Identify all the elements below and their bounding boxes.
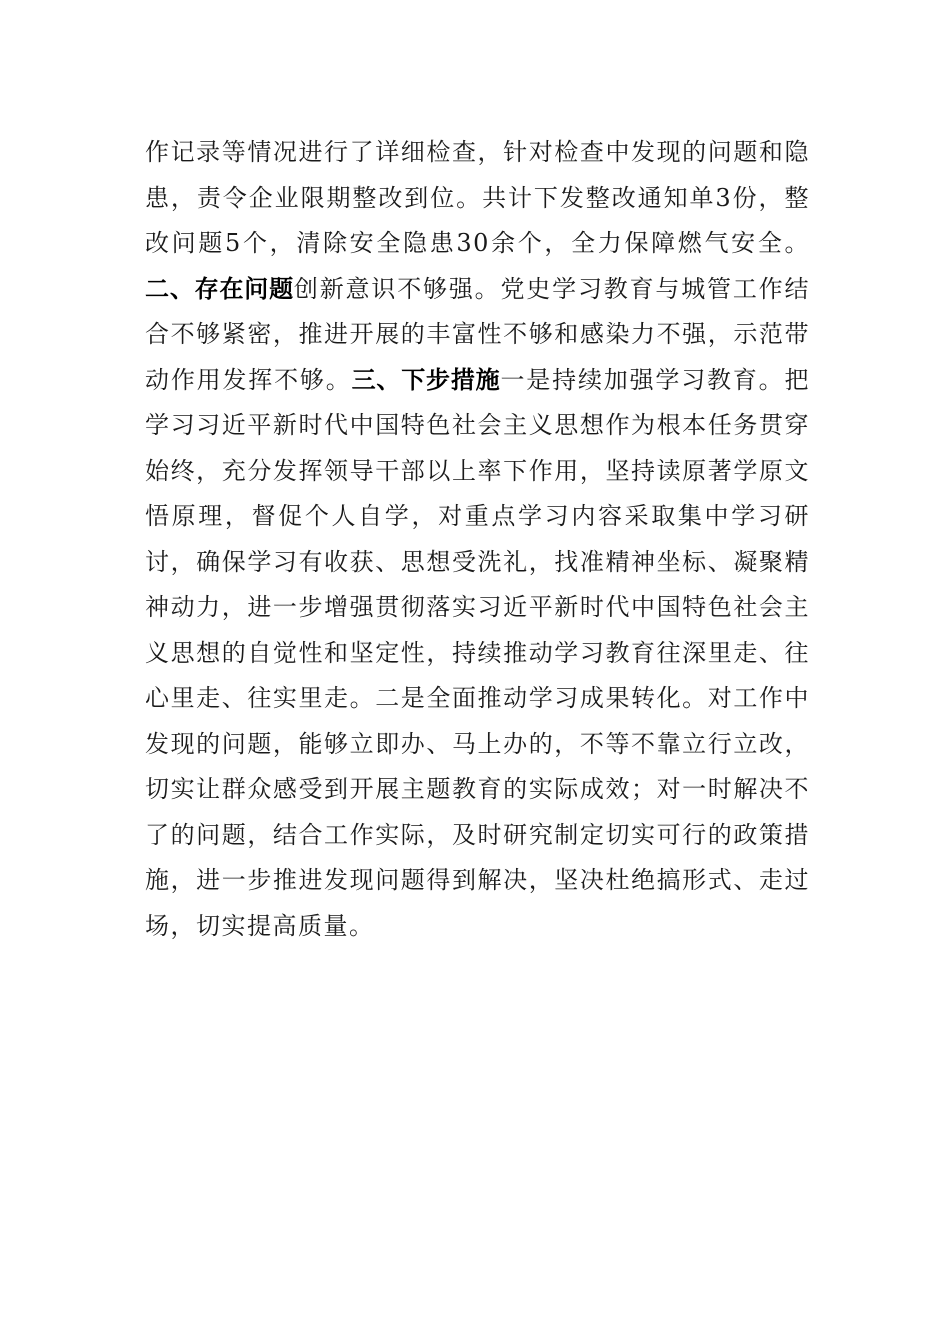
body-paragraph — [145, 130, 810, 949]
section-heading-next-steps: 三、下步措施 — [351, 365, 501, 394]
section-heading-existing-problems: 二、存在问题 — [145, 274, 294, 303]
paragraph-text: 创新意识不够强。党史学习教育与城管工作结合不够紧密，推进开展的丰富性不够和感染力不强，示范带动作用发挥不够。 — [145, 274, 811, 394]
paragraph-text: 作记录等情况进行了详细检查，针对检查中发现的问题和隐患，责令企业限期整改到位。共计下发整改通知单3份，整改问题5个，清除安全隐患30余个，全力保障燃气安全。 — [145, 138, 810, 257]
paragraph-text: 一是持续加强学习教育。把学习习近平新时代中国特色社会主义思想作为根本任务贯穿始终，充分发挥领导干部以上率下作用，坚持读原著学原文悟原理，督促个人自学，对重点学习内容采取集中学习研讨，确保学习有收获、思想受洗礼，找准精神坐标、凝聚精神动力，进一步增强贯彻落实习近平新时代中国特色社会主义思想的自觉性和坚定性，持续推动学习教育往深里走、往心里走、往实里走。二是全面推动学习成果转化。对工作中发现的问题，能够立即办、马上办的，不等不靠立行立改，切实让群众感受到开展主题教育的实际成效；对一时解决不了的问题，结合工作实际，及时研究制定切实可行的政策措施，进一步推进发现问题得到解决，坚决杜绝搞形式、走过场，切实提高质量。 — [145, 365, 811, 940]
